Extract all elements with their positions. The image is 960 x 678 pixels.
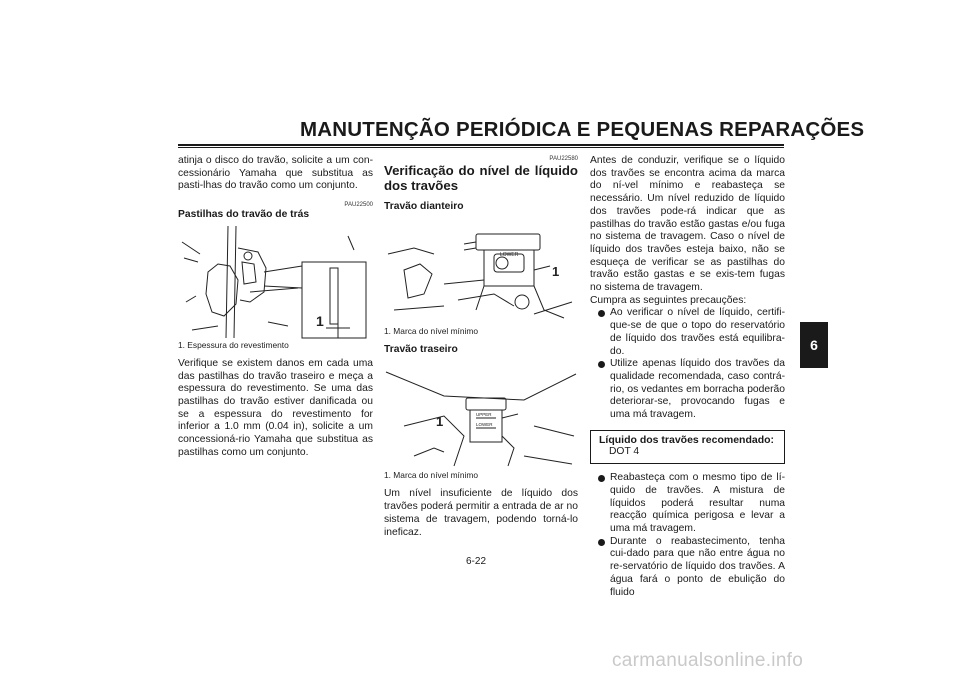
rear-brake-heading: Travão traseiro	[384, 343, 458, 355]
precautions-list-b	[590, 472, 785, 599]
rear-brake-pad-illustration	[178, 222, 372, 340]
title-rule-thin	[178, 147, 784, 148]
column-2	[384, 155, 578, 539]
rear-figure-caption: 1. Marca do nível mínimo	[384, 470, 479, 481]
col2-body-text: Um nível insuficiente de líquido dos travões poderá permitir a entrada de ar no sistema de travagem, podendo torná-lo ineficaz.	[384, 488, 578, 538]
bullet-icon	[598, 539, 605, 546]
rear-callout-1: 1	[436, 414, 444, 430]
front-reservoir-illustration	[384, 214, 578, 326]
bullet-icon	[598, 475, 605, 482]
precautions-list-a	[590, 307, 785, 421]
col1-body-text: Verifique se existem danos em cada uma das pastilhas do travão traseiro e meça a espessura do revestimento. Se uma das pastilhas do travão estiver danificada ou se a espessura do revestimento for inferior a 1.0 mm (0.04 in), solicite a um concessioná-rio Yamaha que substitua as pastilhas como um conjunto.	[178, 357, 373, 458]
front-lower-label: LOWER	[500, 251, 519, 258]
front-reservoir-figure	[384, 214, 578, 326]
list-item: Reabasteça com o mesmo tipo de lí-quido de travões. A mistura de líquidos poderá resultar numa reacção química perigosa e levar a uma má travagem.	[590, 472, 785, 536]
list-item: Utilize apenas líquido dos travões da qualidade recomendada, caso contrá-rio, os vedantes em borracha poderão deteriorar-se, provocando fugas e uma má travagem.	[590, 358, 785, 422]
col3-intro-text: Antes de conduzir, verifique se o líquido dos travões se encontra acima da marca do ní-vel mínimo e reabasteça se necessário. Um nível reduzido de líquido dos travões pode-rá indicar que as pastilhas do travão estão gastas e/ou fuga no sistema de travagem. Caso o nível de líquido dos travões esteja baixo, não se esqueça de verificar se as pastilhas do travão estão gastas e se exis-tem fugas no sistema de travagem.	[590, 155, 785, 294]
list-item: Ao verificar o nível de líquido, certifi-que-se de que o topo do reservatório de líquido dos travões está equilibra-do.	[590, 307, 785, 358]
rear-brake-pad-figure	[178, 222, 372, 340]
site-watermark: carmanualsonline.info	[612, 650, 804, 671]
page-number: 6-22	[466, 556, 487, 567]
precautions-lead: Cumpra as seguintes precauções:	[590, 294, 747, 306]
front-callout-1: 1	[552, 263, 560, 279]
col2-reference-code: PAU22580	[549, 156, 578, 162]
front-brake-heading: Travão dianteiro	[384, 201, 464, 212]
column-1	[178, 155, 373, 459]
column-3	[590, 155, 785, 599]
bullet-icon	[598, 310, 605, 317]
rear-upper-label: UPPER	[476, 412, 492, 418]
col1-reference-code: PAU22500	[344, 202, 373, 209]
col1-figure-caption: 1. Espessura do revestimento	[178, 339, 289, 350]
bullet-icon	[598, 361, 605, 368]
recommended-fluid-value: DOT 4	[609, 446, 640, 458]
list-item: Durante o reabastecimento, tenha cui-dado para que não entre água no re-servatório de líquido dos travões. A água fará o ponto de ebulição do fluido	[590, 536, 785, 600]
front-figure-caption: 1. Marca do nível mínimo	[384, 325, 479, 336]
rear-reservoir-figure	[384, 356, 578, 470]
col1-heading: Pastilhas do travão de trás	[178, 209, 310, 221]
rear-lower-label: LOWER	[476, 422, 493, 428]
rear-reservoir-illustration	[384, 356, 578, 470]
figure-callout-1: 1	[316, 312, 324, 329]
col1-intro-text: atinja o disco do travão, solicite a um con-cessionário Yamaha que substitua as pasti-lhas do travão como um conjunto.	[178, 155, 373, 192]
recommended-fluid-heading: Líquido dos travões recomendado:	[599, 433, 775, 446]
col2-section-heading: Verificação do nível de líquido dos travões	[384, 163, 578, 193]
chapter-tab[interactable]: 6	[800, 322, 828, 368]
page-title: MANUTENÇÃO PERIÓDICA E PEQUENAS REPARAÇÕES	[300, 118, 865, 141]
recommended-fluid-box	[590, 430, 785, 464]
title-rule	[178, 144, 784, 146]
